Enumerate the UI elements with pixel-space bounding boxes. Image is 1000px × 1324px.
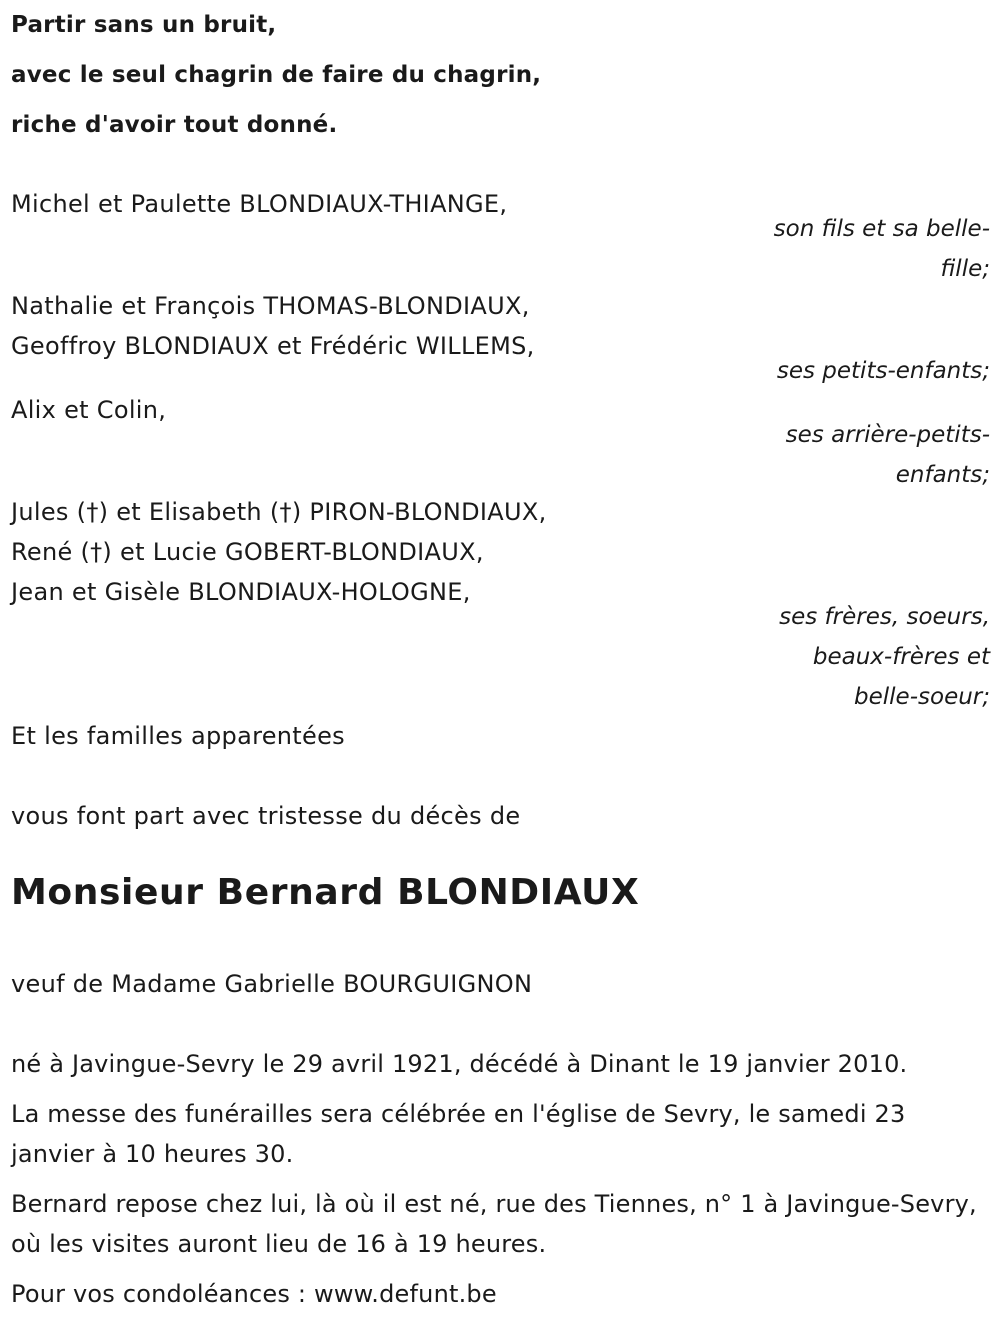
family-great-grandchild-names: Alix et Colin,	[11, 396, 167, 424]
poem-line-2: avec le seul chagrin de faire du chagrin,	[11, 62, 542, 88]
relation-great-grandchildren: ses arrière-petits-enfants;	[785, 422, 990, 488]
condolences-text: Pour vos condoléances : www.defunt.be	[11, 1280, 497, 1308]
poem-line-3: riche d'avoir tout donné.	[11, 112, 338, 138]
relation-son: son fils et sa belle-fille;	[773, 216, 990, 282]
family-son-name: Michel et Paulette BLONDIAUX-THIANGE,	[11, 190, 508, 218]
deceased-name: Monsieur Bernard BLONDIAUX	[11, 872, 640, 913]
relation-siblings: ses frères, soeurs, beaux-frères et belle-soeur;	[779, 604, 990, 710]
family-sibling-name: Jules (†) et Elisabeth (†) PIRON-BLONDIAUX,	[11, 498, 547, 526]
family-sibling-name: Jean et Gisèle BLONDIAUX-HOLOGNE,	[11, 578, 471, 606]
family-sibling-name: René (†) et Lucie GOBERT-BLONDIAUX,	[11, 538, 484, 566]
resting-place: Bernard repose chez lui, là où il est né, rue des Tiennes, n° 1 à Javingue-Sevry, où les visites auront lieu de 16 à 19 heures.	[11, 1190, 977, 1258]
birth-death-dates: né à Javingue-Sevry le 29 avril 1921, décédé à Dinant le 19 janvier 2010.	[11, 1050, 908, 1078]
relation-grandchildren: ses petits-enfants;	[776, 358, 990, 384]
family-grandchild-name: Nathalie et François THOMAS-BLONDIAUX,	[11, 292, 530, 320]
funeral-mass: La messe des funérailles sera célébrée en l'église de Sevry, le samedi 23 janvier à 10 heures 30.	[11, 1100, 906, 1168]
poem-line-1: Partir sans un bruit,	[11, 12, 277, 38]
widower-of: veuf de Madame Gabrielle BOURGUIGNON	[11, 970, 533, 998]
family-grandchild-name: Geoffroy BLONDIAUX et Frédéric WILLEMS,	[11, 332, 535, 360]
announcement-text: vous font part avec tristesse du décès de	[11, 802, 521, 830]
related-families: Et les familles apparentées	[11, 722, 345, 750]
